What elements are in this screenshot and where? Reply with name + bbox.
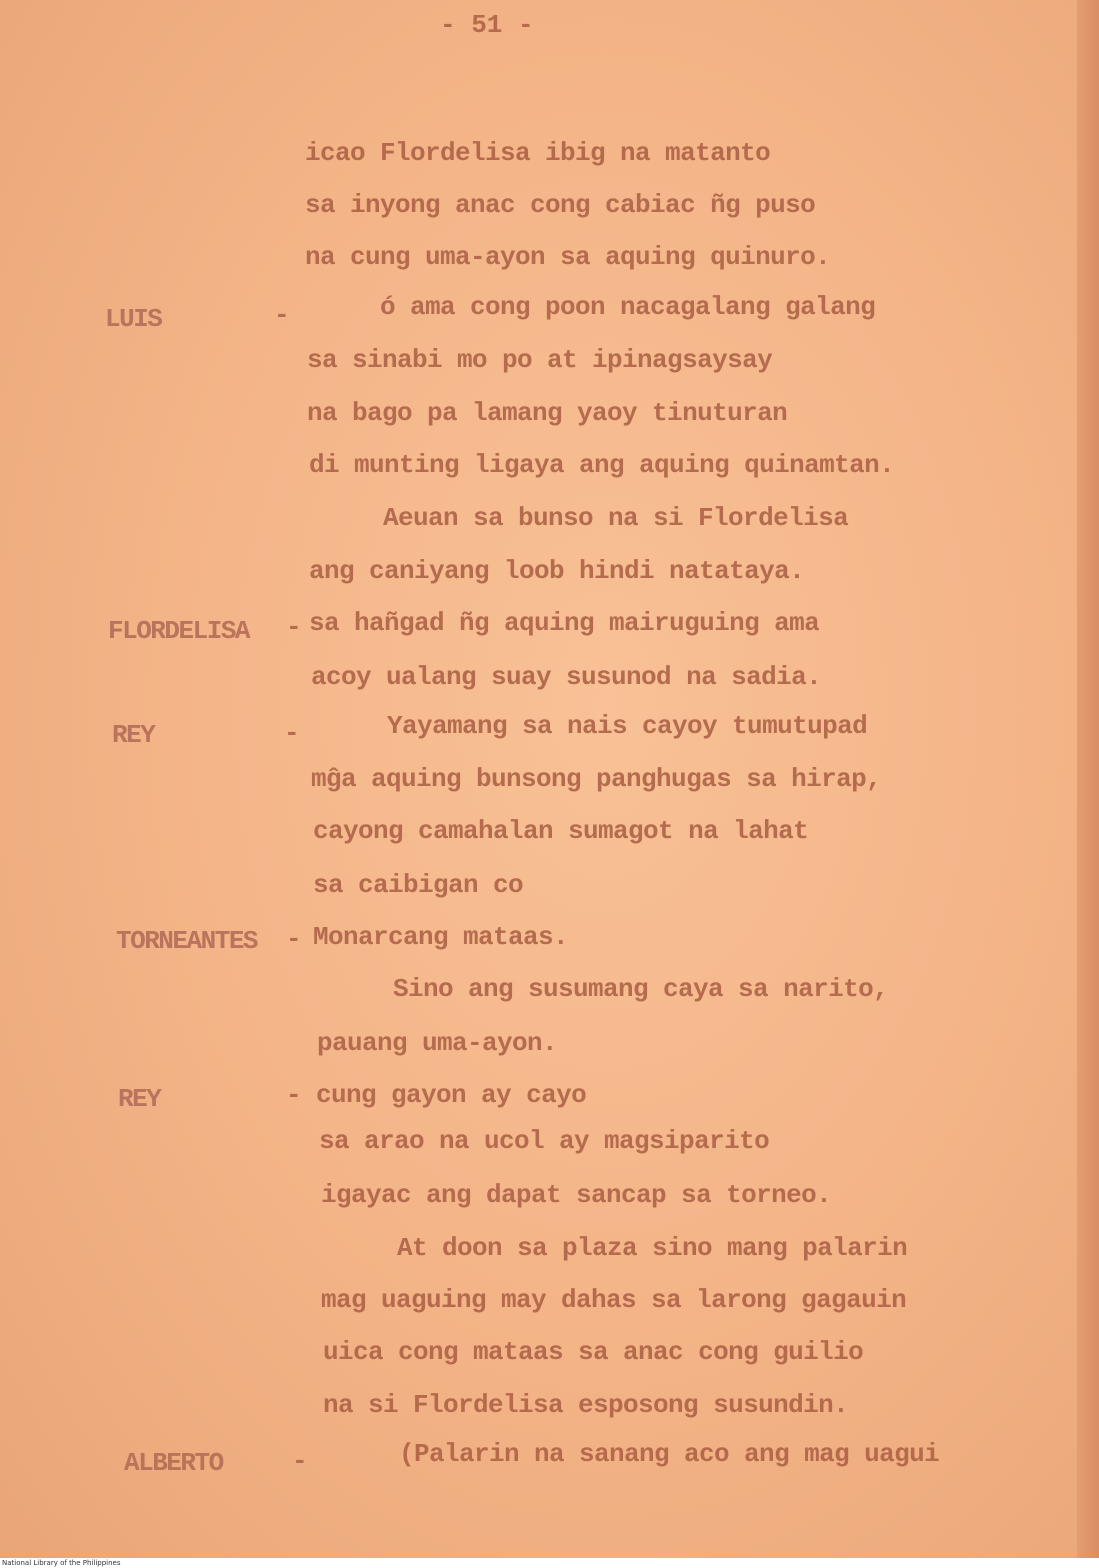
verse-line: ang caniyang loob hindi natataya. — [309, 556, 805, 586]
footer-credit: National Library of the Philippines — [2, 1559, 121, 1567]
verse-line: pauang uma-ayon. — [317, 1028, 558, 1058]
verse-line: Sino ang susumang caya sa narito, — [393, 974, 889, 1004]
verse-line: Monarcang mataas. — [313, 922, 569, 952]
verse-line: (Palarin na sanang aco ang mag uagui — [399, 1439, 940, 1469]
speaker-dash: - — [286, 1080, 302, 1110]
verse-line: igayac ang dapat sancap sa torneo. — [321, 1180, 832, 1210]
page-edge-shadow — [1077, 0, 1099, 1560]
speaker-dash: - — [284, 718, 300, 748]
verse-line: Aeuan sa bunso na si Flordelisa — [383, 503, 849, 533]
verse-line: di munting ligaya ang aquing quinamtan. — [309, 450, 895, 480]
verse-line: ó ama cong poon nacagalang galang — [380, 292, 876, 322]
verse-line: sa sinabi mo po at ipinagsaysay — [307, 345, 773, 375]
speaker-dash: - — [274, 300, 290, 330]
verse-line: sa caibigan co — [313, 870, 524, 900]
verse-line: icao Flordelisa ibig na matanto — [305, 138, 771, 168]
verse-line: acoy ualang suay susunod na sadia. — [311, 662, 822, 692]
speaker-name: FLORDELISA — [108, 616, 250, 646]
speaker-dash: - — [286, 924, 302, 954]
verse-line: cung gayon ay cayo — [316, 1080, 587, 1110]
speaker-name: LUIS — [105, 304, 162, 334]
verse-line: mĝa aquing bunsong panghugas sa hirap, — [311, 764, 882, 794]
verse-line: na bago pa lamang yaoy tinuturan — [307, 398, 788, 428]
verse-line: Yayamang sa nais cayoy tumutupad — [387, 711, 868, 741]
verse-line: At doon sa plaza sino mang palarin — [397, 1233, 908, 1263]
verse-line: sa hañgad ñg aquing mairuguing ama — [309, 608, 820, 638]
speaker-dash: - — [292, 1446, 308, 1476]
verse-line: na si Flordelisa esposong susundin. — [323, 1390, 849, 1420]
verse-line: sa arao na ucol ay magsiparito — [319, 1126, 770, 1156]
verse-line: cayong camahalan sumagot na lahat — [313, 816, 809, 846]
verse-line-with-dash — [286, 1080, 586, 1110]
page-number: - 51 - — [440, 10, 534, 40]
speaker-name: REY — [112, 720, 155, 750]
speaker-dash: - — [286, 612, 302, 642]
verse-line: na cung uma-ayon sa aquing quinuro. — [305, 242, 831, 272]
verse-line: sa inyong anac cong cabiac ñg puso — [305, 190, 816, 220]
verse-line: mag uaguing may dahas sa larong gagauin — [321, 1285, 907, 1315]
speaker-name: TORNEANTES — [116, 926, 258, 956]
verse-line: uica cong mataas sa anac cong guilio — [323, 1337, 864, 1367]
speaker-name: ALBERTO — [124, 1448, 223, 1478]
speaker-name: REY — [118, 1084, 161, 1114]
footer-strip — [0, 1558, 1099, 1568]
